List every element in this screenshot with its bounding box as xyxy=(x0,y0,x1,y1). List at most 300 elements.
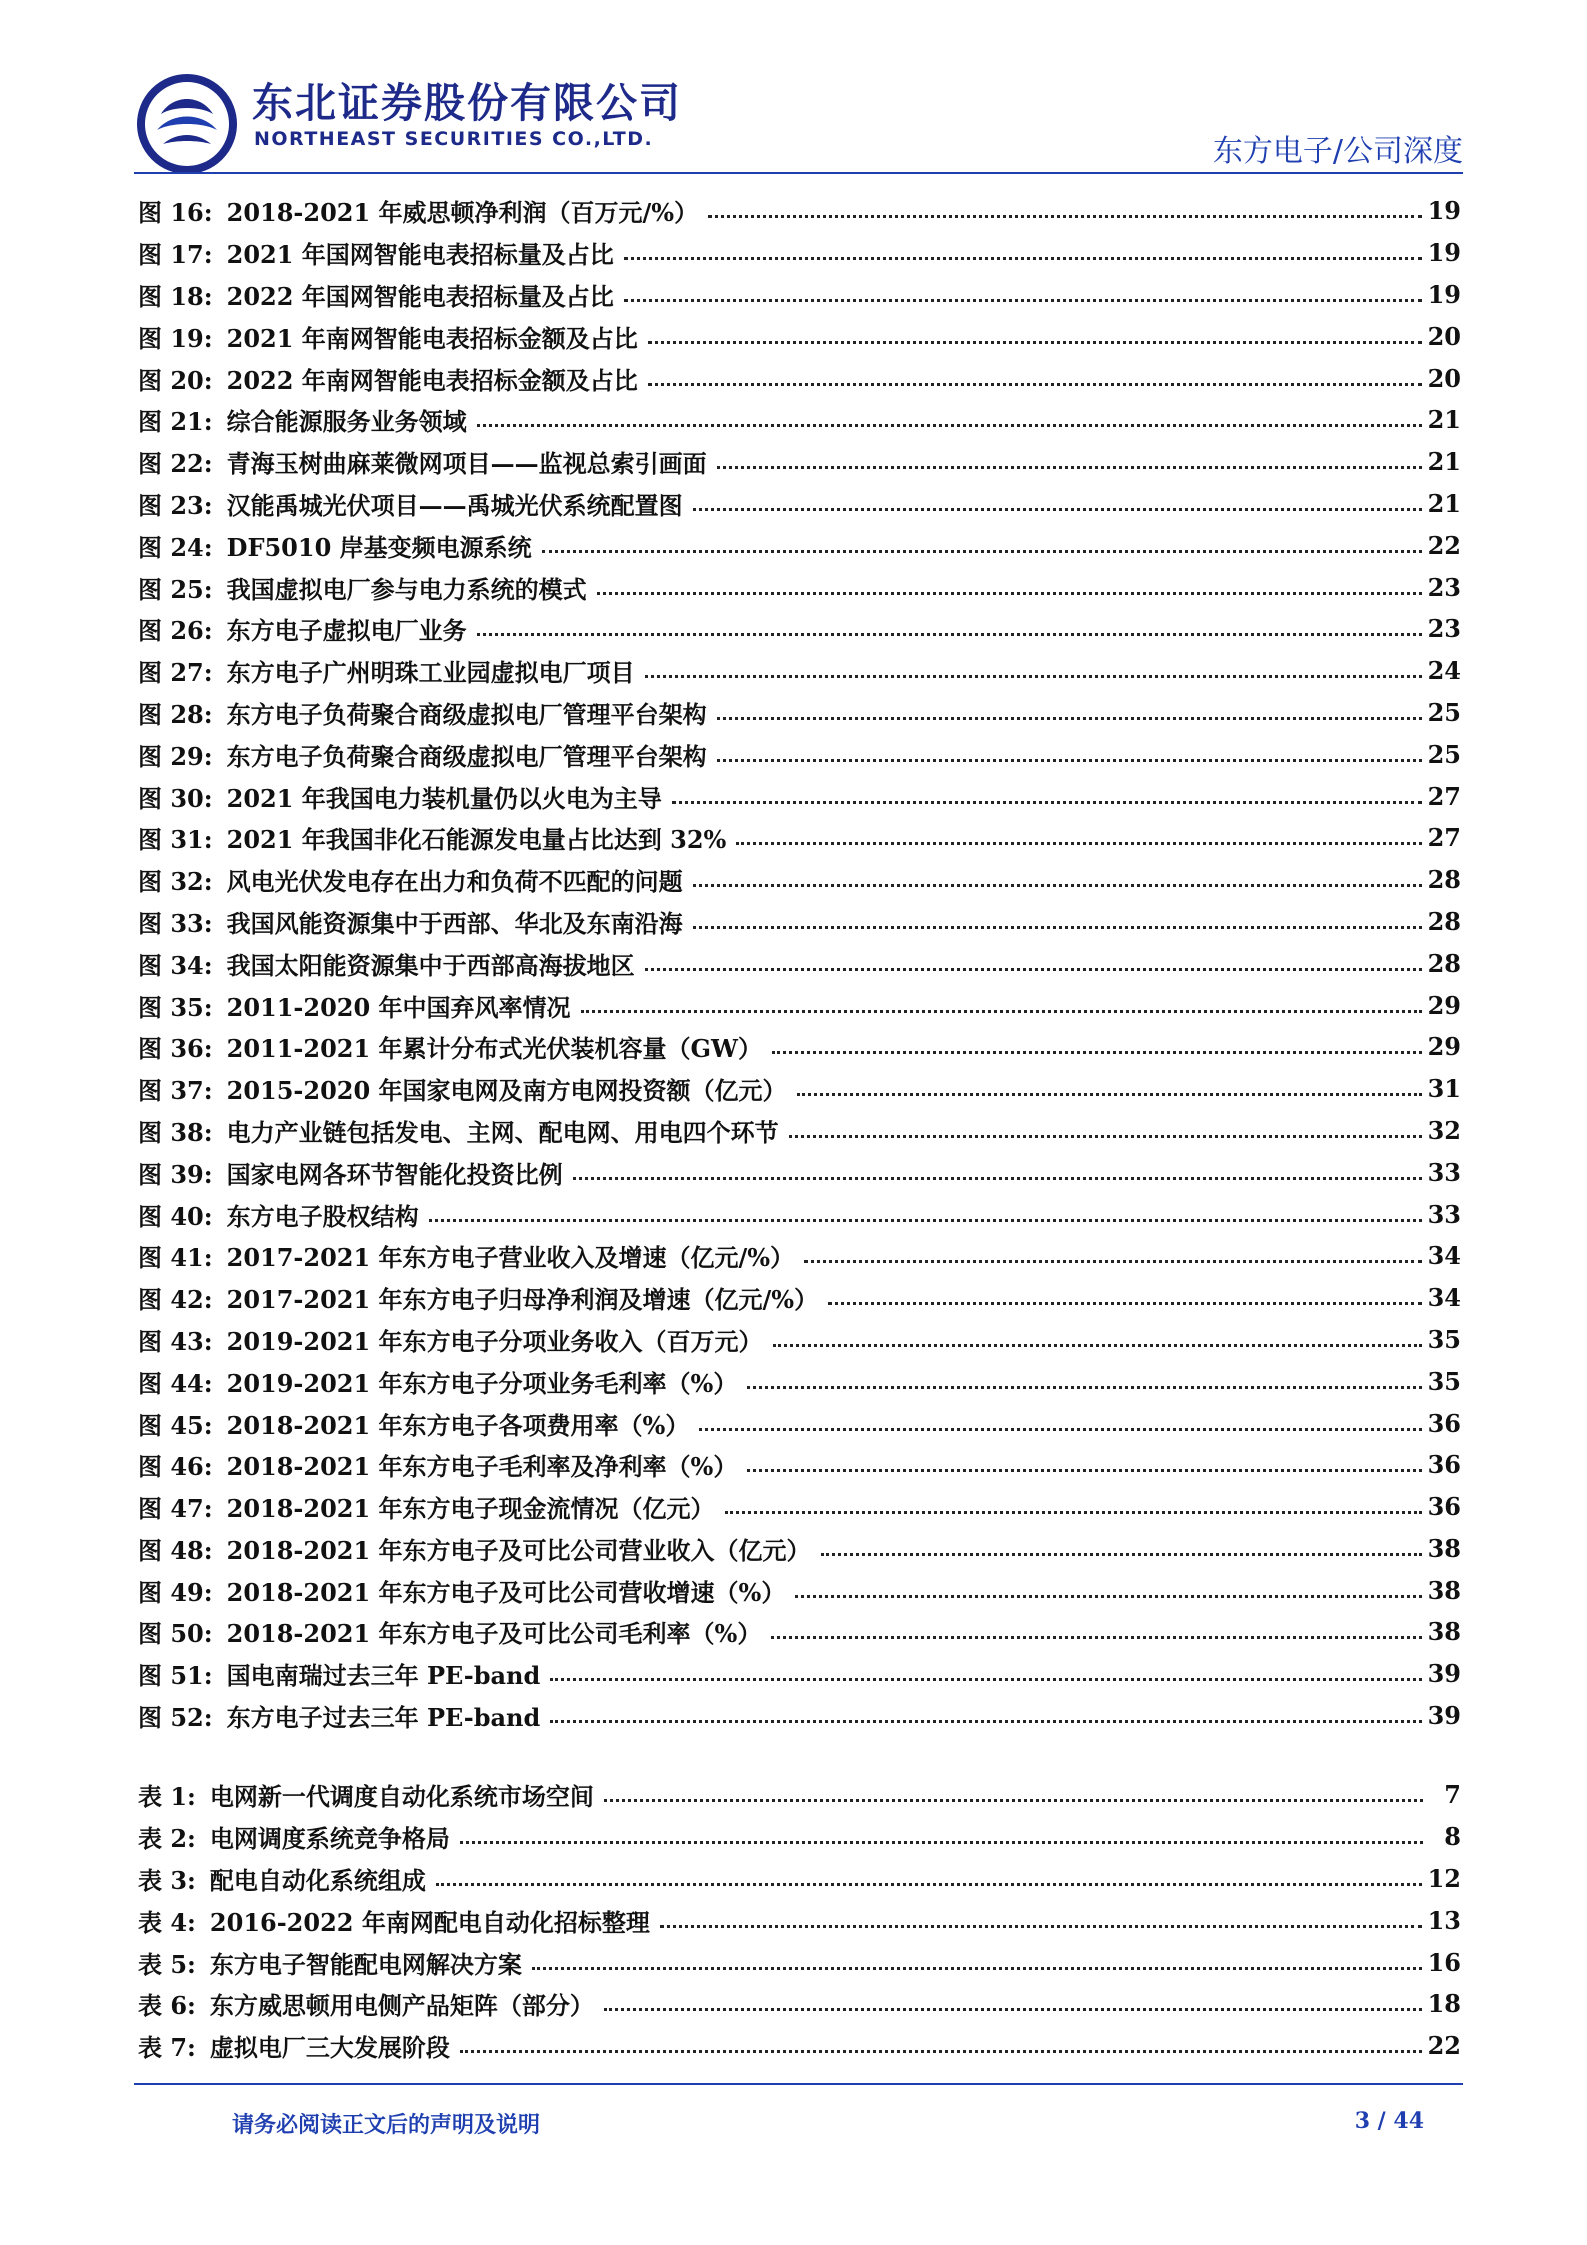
entry-kind: 图 xyxy=(138,574,162,604)
entry-title: 东方电子过去三年 PE-band xyxy=(226,1703,541,1733)
entry-page-number: 25 xyxy=(1427,697,1461,727)
leader-dots xyxy=(648,341,1422,344)
toc-table-entry[interactable] xyxy=(138,1941,1461,1983)
entry-index: 28: xyxy=(170,699,213,729)
toc-entry-label xyxy=(138,1197,419,1232)
toc-figure-entry[interactable] xyxy=(138,1486,1461,1528)
toc-figure-entry[interactable] xyxy=(138,1110,1461,1152)
toc-table-entry[interactable] xyxy=(138,1899,1461,1941)
toc-entry-label xyxy=(138,1406,689,1441)
toc-entry-label xyxy=(138,1280,818,1315)
entry-index: 22: xyxy=(170,449,213,479)
entry-kind: 图 xyxy=(138,490,162,520)
toc-figure-entry[interactable] xyxy=(138,984,1461,1026)
entry-kind: 图 xyxy=(138,1452,162,1482)
toc-figure-entry[interactable] xyxy=(138,942,1461,984)
entry-kind: 图 xyxy=(138,1076,162,1106)
entry-number xyxy=(138,779,213,814)
entry-page-number: 28 xyxy=(1427,906,1461,936)
entry-page-number: 21 xyxy=(1427,488,1461,518)
entry-index: 49: xyxy=(170,1577,213,1607)
toc-figure-entry[interactable] xyxy=(138,733,1461,775)
entry-title: 2019-2021 年东方电子分项业务收入（百万元） xyxy=(226,1326,763,1356)
entry-page-number: 33 xyxy=(1427,1157,1461,1187)
toc-table-entry[interactable] xyxy=(138,1983,1461,2025)
entry-number xyxy=(138,737,213,772)
leader-dots xyxy=(477,424,1422,427)
leader-dots xyxy=(693,926,1422,929)
page-number: 3 / 44 xyxy=(1354,2108,1424,2134)
document-category: 东方电子/公司深度 xyxy=(1212,134,1463,169)
entry-page-number: 27 xyxy=(1427,823,1461,853)
entry-page-number: 35 xyxy=(1427,1324,1461,1354)
entry-title: 2018-2021 年东方电子毛利率及净利率（%） xyxy=(226,1452,738,1482)
entry-index: 21: xyxy=(170,407,213,437)
entry-number xyxy=(138,1155,213,1190)
leader-dots xyxy=(717,466,1422,469)
entry-index: 43: xyxy=(170,1326,213,1356)
entry-title: 2021 年我国非化石能源发电量占比达到 32% xyxy=(226,825,727,855)
toc-entry-label xyxy=(138,1322,763,1357)
toc-entry-label xyxy=(138,1364,737,1399)
toc-figure-entry[interactable] xyxy=(138,1528,1461,1570)
entry-number xyxy=(138,1531,213,1566)
entry-number xyxy=(138,1573,213,1608)
entry-index: 32: xyxy=(170,867,213,897)
entry-page-number: 35 xyxy=(1427,1366,1461,1396)
entry-page-number: 36 xyxy=(1427,1492,1461,1522)
toc-entry-label xyxy=(138,988,571,1023)
entry-number xyxy=(138,486,213,521)
entry-page-number: 7 xyxy=(1444,1780,1461,1810)
entry-number xyxy=(138,1280,213,1315)
entry-title: 电力产业链包括发电、主网、配电网、用电四个环节 xyxy=(226,1117,779,1147)
entry-title: 我国虚拟电厂参与电力系统的模式 xyxy=(226,574,587,604)
entry-title: 2018-2021 年威思顿净利润（百万元/%） xyxy=(226,198,699,228)
entry-kind: 图 xyxy=(138,365,162,395)
toc-figure-entry[interactable] xyxy=(138,817,1461,859)
entry-index: 37: xyxy=(170,1076,213,1106)
toc-entry-label xyxy=(138,695,707,730)
entry-index: 33: xyxy=(170,908,213,938)
toc-entry-label xyxy=(138,1945,522,1980)
entry-index: 25: xyxy=(170,574,213,604)
toc-entry-label xyxy=(138,486,683,521)
entry-number xyxy=(138,319,213,354)
toc-entry-label xyxy=(138,1071,787,1106)
entry-number xyxy=(138,820,213,855)
table-list xyxy=(138,1774,1461,2067)
entry-index: 24: xyxy=(170,532,213,562)
entry-kind: 图 xyxy=(138,699,162,729)
entry-number xyxy=(138,277,213,312)
entry-page-number: 24 xyxy=(1427,656,1461,686)
leader-dots xyxy=(645,675,1422,678)
entry-page-number: 19 xyxy=(1427,238,1461,268)
leader-dots xyxy=(429,1219,1422,1222)
entry-page-number: 21 xyxy=(1427,405,1461,435)
entry-number xyxy=(138,946,213,981)
entry-number xyxy=(138,1903,196,1938)
entry-index: 50: xyxy=(170,1619,213,1649)
entry-number xyxy=(138,1861,196,1896)
leader-dots xyxy=(772,1051,1422,1054)
entry-title: 虚拟电厂三大发展阶段 xyxy=(209,2033,450,2063)
entry-title: 2021 年国网智能电表招标量及占比 xyxy=(226,240,614,270)
entry-number xyxy=(138,1489,213,1524)
entry-kind: 图 xyxy=(138,1201,162,1231)
entry-title: 2022 年国网智能电表招标量及占比 xyxy=(226,281,614,311)
entry-title: 2011-2021 年累计分布式光伏装机容量（GW） xyxy=(226,1034,762,1064)
toc-entry-label xyxy=(138,1777,594,1812)
leader-dots xyxy=(604,2008,1422,2011)
entry-kind: 图 xyxy=(138,198,162,228)
entry-page-number: 19 xyxy=(1427,196,1461,226)
entry-number xyxy=(138,1986,196,2021)
toc-table-entry[interactable] xyxy=(138,1774,1461,1816)
entry-kind: 图 xyxy=(138,1034,162,1064)
brand-name-cn: 东北证券股份有限公司 xyxy=(252,79,682,127)
toc-figure-entry[interactable] xyxy=(138,441,1461,483)
entry-page-number: 13 xyxy=(1427,1905,1461,1935)
entry-number xyxy=(138,1447,213,1482)
entry-index: 42: xyxy=(170,1285,213,1315)
disclaimer-note: 请务必阅读正文后的声明及说明 xyxy=(232,2112,541,2138)
toc-figure-entry[interactable] xyxy=(138,1444,1461,1486)
entry-index: 31: xyxy=(170,825,213,855)
leader-dots xyxy=(708,215,1421,218)
leader-dots xyxy=(460,1841,1423,1844)
toc-figure-entry[interactable] xyxy=(138,232,1461,274)
entry-page-number: 23 xyxy=(1427,614,1461,644)
toc-entry-label xyxy=(138,277,614,312)
entry-title: 东方电子股权结构 xyxy=(226,1201,419,1231)
entry-page-number: 28 xyxy=(1427,865,1461,895)
entry-title: 东方威思顿用电侧产品矩阵（部分） xyxy=(209,1991,594,2021)
toc-figure-entry[interactable] xyxy=(138,357,1461,399)
leader-dots xyxy=(550,1720,1421,1723)
leader-dots xyxy=(771,1636,1421,1639)
entry-kind: 图 xyxy=(138,281,162,311)
toc-figure-entry[interactable] xyxy=(138,274,1461,316)
toc-figure-entry[interactable] xyxy=(138,399,1461,441)
entry-page-number: 28 xyxy=(1427,948,1461,978)
entry-title: 2019-2021 年东方电子分项业务毛利率（%） xyxy=(226,1368,738,1398)
leader-dots xyxy=(717,759,1422,762)
company-logo-icon xyxy=(137,74,237,174)
entry-number xyxy=(138,1364,213,1399)
toc-figure-entry[interactable] xyxy=(138,483,1461,525)
toc-entry-label xyxy=(138,737,707,772)
toc-entry-label xyxy=(138,1986,594,2021)
entry-kind: 图 xyxy=(138,616,162,646)
leader-dots xyxy=(736,842,1421,845)
toc-entry-label xyxy=(138,862,683,897)
entry-index: 40: xyxy=(170,1201,213,1231)
entry-page-number: 36 xyxy=(1427,1450,1461,1480)
entry-index: 18: xyxy=(170,281,213,311)
entry-title: 我国风能资源集中于西部、华北及东南沿海 xyxy=(226,908,683,938)
entry-index: 47: xyxy=(170,1494,213,1524)
entry-title: 2022 年南网智能电表招标金额及占比 xyxy=(226,365,638,395)
toc-figure-entry[interactable] xyxy=(138,1319,1461,1361)
toc-figure-entry[interactable] xyxy=(138,1611,1461,1653)
entry-title: 2015-2020 年国家电网及南方电网投资额（亿元） xyxy=(226,1076,787,1106)
entry-page-number: 32 xyxy=(1427,1115,1461,1145)
toc-figure-entry[interactable] xyxy=(138,775,1461,817)
toc-figure-entry[interactable] xyxy=(138,692,1461,734)
leader-dots xyxy=(573,1177,1422,1180)
leader-dots xyxy=(699,1428,1421,1431)
entry-index: 6: xyxy=(170,1991,196,2021)
entry-kind: 图 xyxy=(138,867,162,897)
entry-number xyxy=(138,1945,196,1980)
leader-dots xyxy=(624,257,1422,260)
toc-figure-entry[interactable] xyxy=(138,901,1461,943)
toc-figure-entry[interactable] xyxy=(138,1653,1461,1695)
entry-title: 风电光伏发电存在出力和负荷不匹配的问题 xyxy=(226,867,683,897)
entry-title: 2018-2021 年东方电子及可比公司营业收入（亿元） xyxy=(226,1535,811,1565)
entry-kind: 表 xyxy=(138,1782,162,1812)
entry-kind: 图 xyxy=(138,1368,162,1398)
leader-dots xyxy=(717,717,1422,720)
toc-entry-label xyxy=(138,528,532,563)
entry-index: 5: xyxy=(170,1949,196,1979)
entry-page-number: 39 xyxy=(1427,1659,1461,1689)
toc-table-entry[interactable] xyxy=(138,2025,1461,2067)
toc-figure-entry[interactable] xyxy=(138,650,1461,692)
entry-page-number: 21 xyxy=(1427,447,1461,477)
entry-kind: 图 xyxy=(138,1410,162,1440)
entry-page-number: 38 xyxy=(1427,1533,1461,1563)
entry-index: 38: xyxy=(170,1117,213,1147)
leader-dots xyxy=(821,1553,1422,1556)
entry-index: 16: xyxy=(170,198,213,228)
leader-dots xyxy=(542,550,1422,553)
entry-kind: 图 xyxy=(138,323,162,353)
entry-kind: 图 xyxy=(138,1619,162,1649)
leader-dots xyxy=(460,2050,1422,2053)
entry-title: 电网新一代调度自动化系统市场空间 xyxy=(209,1782,594,1812)
entry-index: 23: xyxy=(170,490,213,520)
entry-page-number: 29 xyxy=(1427,990,1461,1020)
entry-kind: 图 xyxy=(138,1577,162,1607)
entry-title: 配电自动化系统组成 xyxy=(209,1865,426,1895)
entry-number xyxy=(138,1197,213,1232)
entry-kind: 图 xyxy=(138,407,162,437)
toc-entry-label xyxy=(138,779,662,814)
leader-dots xyxy=(789,1135,1422,1138)
brand-name-en: NORTHEAST SECURITIES CO.,LTD. xyxy=(254,128,654,150)
toc-entry-label xyxy=(138,1698,540,1733)
leader-dots xyxy=(795,1595,1421,1598)
leader-dots xyxy=(804,1260,1421,1263)
entry-index: 19: xyxy=(170,323,213,353)
leader-dots xyxy=(773,1344,1422,1347)
leader-dots xyxy=(828,1302,1421,1305)
toc-entry-label xyxy=(138,1489,715,1524)
toc-entry-label xyxy=(138,611,467,646)
entry-title: 2021 年我国电力装机量仍以火电为主导 xyxy=(226,783,662,813)
entry-index: 4: xyxy=(170,1907,196,1937)
toc-entry-label xyxy=(138,1819,450,1854)
toc-figure-entry[interactable] xyxy=(138,859,1461,901)
leader-dots xyxy=(747,1469,1421,1472)
entry-number xyxy=(138,402,213,437)
entry-kind: 图 xyxy=(138,908,162,938)
entry-kind: 图 xyxy=(138,1661,162,1691)
entry-title: 2017-2021 年东方电子营业收入及增速（亿元/%） xyxy=(226,1243,795,1273)
entry-number xyxy=(138,695,213,730)
entry-title: 2018-2021 年东方电子各项费用率（%） xyxy=(226,1410,690,1440)
toc-entry-label xyxy=(138,1656,540,1691)
entry-kind: 图 xyxy=(138,1285,162,1315)
entry-page-number: 19 xyxy=(1427,279,1461,309)
entry-title: 东方电子负荷聚合商级虚拟电厂管理平台架构 xyxy=(226,741,707,771)
entry-kind: 图 xyxy=(138,1535,162,1565)
leader-dots xyxy=(672,801,1422,804)
leader-dots xyxy=(693,508,1422,511)
entry-title: 电网调度系统竞争格局 xyxy=(209,1824,450,1854)
leader-dots xyxy=(550,1678,1421,1681)
entry-kind: 表 xyxy=(138,1907,162,1937)
entry-index: 41: xyxy=(170,1243,213,1273)
toc-entry-label xyxy=(138,1155,563,1190)
entry-number xyxy=(138,528,213,563)
entry-page-number: 39 xyxy=(1427,1701,1461,1731)
toc-figure-entry[interactable] xyxy=(138,608,1461,650)
toc-figure-entry[interactable] xyxy=(138,315,1461,357)
entry-page-number: 36 xyxy=(1427,1408,1461,1438)
entry-number xyxy=(138,1113,213,1148)
entry-page-number: 22 xyxy=(1427,2031,1461,2061)
entry-title: DF5010 岸基变频电源系统 xyxy=(226,532,532,562)
toc-figure-entry[interactable] xyxy=(138,1193,1461,1235)
toc-table-entry[interactable] xyxy=(138,1858,1461,1900)
toc-figure-entry[interactable] xyxy=(138,190,1461,232)
entry-title: 2018-2021 年东方电子及可比公司营收增速（%） xyxy=(226,1577,786,1607)
toc-figure-entry[interactable] xyxy=(138,524,1461,566)
entry-number xyxy=(138,611,213,646)
entry-title: 汉能禹城光伏项目——禹城光伏系统配置图 xyxy=(226,490,683,520)
toc-entry-label xyxy=(138,1029,762,1064)
header-divider xyxy=(134,172,1463,174)
toc-entry-label xyxy=(138,402,467,437)
toc-entry-label xyxy=(138,820,726,855)
entry-number xyxy=(138,1777,196,1812)
entry-page-number: 27 xyxy=(1427,781,1461,811)
entry-title: 2011-2020 年中国弃风率情况 xyxy=(226,992,571,1022)
entry-index: 20: xyxy=(170,365,213,395)
figure-list xyxy=(138,190,1461,1736)
entry-number xyxy=(138,862,213,897)
entry-index: 36: xyxy=(170,1034,213,1064)
entry-title: 2016-2022 年南网配电自动化招标整理 xyxy=(209,1907,650,1937)
entry-number xyxy=(138,1322,213,1357)
entry-title: 国家电网各环节智能化投资比例 xyxy=(226,1159,563,1189)
entry-page-number: 23 xyxy=(1427,572,1461,602)
entry-title: 我国太阳能资源集中于西部高海拔地区 xyxy=(226,950,635,980)
toc-entry-label xyxy=(138,1531,811,1566)
entry-page-number: 33 xyxy=(1427,1199,1461,1229)
toc-figure-entry[interactable] xyxy=(138,1235,1461,1277)
entry-page-number: 8 xyxy=(1444,1822,1461,1852)
entry-index: 17: xyxy=(170,240,213,270)
entry-title: 青海玉树曲麻莱微网项目——监视总索引画面 xyxy=(226,449,707,479)
entry-kind: 图 xyxy=(138,1117,162,1147)
leader-dots xyxy=(604,1799,1423,1802)
toc-entry-label xyxy=(138,1861,426,1896)
toc-figure-entry[interactable] xyxy=(138,1026,1461,1068)
entry-title: 东方电子广州明珠工业园虚拟电厂项目 xyxy=(226,658,635,688)
entry-page-number: 38 xyxy=(1427,1617,1461,1647)
toc-entry-label xyxy=(138,1903,650,1938)
entry-index: 35: xyxy=(170,992,213,1022)
entry-kind: 图 xyxy=(138,532,162,562)
toc-entry-label xyxy=(138,1614,761,1649)
entry-number xyxy=(138,235,213,270)
toc-figure-entry[interactable] xyxy=(138,566,1461,608)
toc-figure-entry[interactable] xyxy=(138,1360,1461,1402)
leader-dots xyxy=(597,592,1422,595)
entry-index: 44: xyxy=(170,1368,213,1398)
entry-number xyxy=(138,1029,213,1064)
entry-page-number: 20 xyxy=(1427,321,1461,351)
toc-entry-label xyxy=(138,361,638,396)
leader-dots xyxy=(581,1010,1422,1013)
entry-index: 48: xyxy=(170,1535,213,1565)
toc-table-entry[interactable] xyxy=(138,1816,1461,1858)
toc-figure-entry[interactable] xyxy=(138,1151,1461,1193)
leader-dots xyxy=(747,1386,1421,1389)
entry-index: 2: xyxy=(170,1824,196,1854)
entry-page-number: 12 xyxy=(1427,1863,1461,1893)
entry-kind: 图 xyxy=(138,1326,162,1356)
toc-figure-entry[interactable] xyxy=(138,1569,1461,1611)
entry-kind: 图 xyxy=(138,1159,162,1189)
entry-index: 26: xyxy=(170,616,213,646)
entry-page-number: 22 xyxy=(1427,530,1461,560)
entry-index: 27: xyxy=(170,658,213,688)
toc-figure-entry[interactable] xyxy=(138,1402,1461,1444)
toc-figure-entry[interactable] xyxy=(138,1068,1461,1110)
leader-dots xyxy=(797,1093,1422,1096)
entry-number xyxy=(138,653,213,688)
entry-page-number: 31 xyxy=(1427,1074,1461,1104)
entry-kind: 表 xyxy=(138,1865,162,1895)
entry-title: 东方电子智能配电网解决方案 xyxy=(209,1949,522,1979)
entry-index: 34: xyxy=(170,950,213,980)
entry-number xyxy=(138,1614,213,1649)
toc-figure-entry[interactable] xyxy=(138,1277,1461,1319)
leader-dots xyxy=(532,1967,1422,1970)
entry-title: 2018-2021 年东方电子现金流情况（亿元） xyxy=(226,1494,715,1524)
toc-figure-entry[interactable] xyxy=(138,1695,1461,1737)
entry-number xyxy=(138,444,213,479)
leader-dots xyxy=(624,299,1422,302)
entry-page-number: 38 xyxy=(1427,1575,1461,1605)
toc-entry-label xyxy=(138,2028,450,2063)
entry-page-number: 18 xyxy=(1427,1989,1461,2019)
toc-entry-label xyxy=(138,319,638,354)
entry-index: 1: xyxy=(170,1782,196,1812)
entry-number xyxy=(138,193,213,228)
entry-index: 3: xyxy=(170,1865,196,1895)
leader-dots xyxy=(660,1925,1422,1928)
entry-kind: 表 xyxy=(138,1824,162,1854)
entry-kind: 图 xyxy=(138,449,162,479)
entry-kind: 图 xyxy=(138,950,162,980)
